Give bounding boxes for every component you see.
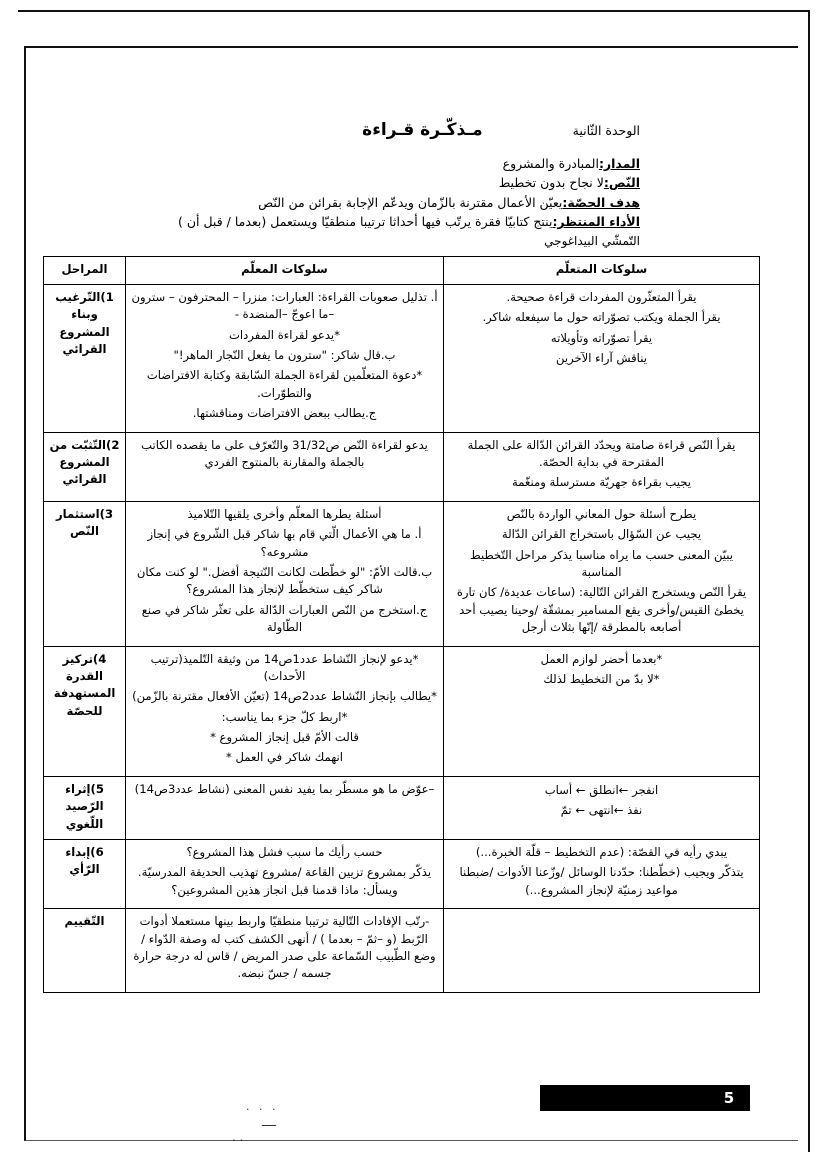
meta-value-madar: المبادرة والمشروع — [502, 156, 599, 171]
table-header-row — [44, 256, 760, 284]
teacher-cell — [126, 840, 444, 909]
table-row — [44, 840, 760, 909]
table-row — [44, 501, 760, 646]
teacher-line: ج.استخرج من النّص العبارات الدّالة على تعثّر شاكر في صنع الطّاولة — [141, 602, 428, 635]
unit-label: الوحدة الثّانية — [572, 123, 640, 138]
learner-line: يبيّن المعنى حسب ما يراه مناسبا يذكر مراحل التّخطيط المناسبة — [469, 547, 734, 579]
learner-line: يتذكّر ويجيب (خطّطنا: حدّدنا الوسائل /وزّعنا الأدوات /ضبطنا مواعيد زمنيّة لإنجاز المشروع...) — [459, 865, 744, 897]
learner-cell — [444, 776, 760, 839]
phase-cell: التّقييم — [44, 909, 126, 993]
teacher-line: يدعو لقراءة النّص ص31/32 والتّعرّف على ما يقصده الكاتب بالجملة والمقارنة بالمنتوج الفردي — [141, 437, 428, 470]
learner-line: يقرأ تصوّراته وتأويلاته — [550, 330, 653, 345]
teacher-cell — [126, 646, 444, 776]
meta-line-nass — [44, 173, 640, 192]
meta-key-madar: المدار: — [598, 156, 640, 171]
learner-line: يقرأ النّص قراءة صامتة ويحدّد القرائن الدّالة على الجملة المقترحة في بداية الحصّة. — [467, 437, 736, 470]
meta-value-performance: ينتج كتابيّا فقرة يرتّب فيها أحداثا ترتيبا منطقيّا ويستعمل (بعدما / قبل أن ) — [177, 214, 553, 230]
teacher-cell — [126, 501, 444, 646]
meta-line-madar — [44, 154, 640, 173]
teacher-line: أ. تذليل صعوبات القراءة: العبارات: منزرا – المحترفون – سترون –ما اعوجّ –المنضدة - — [131, 289, 438, 322]
learner-line: يقرأ المتعثّرون المفردات قراءة صحيحة. — [506, 289, 697, 304]
learner-line: يقرأ الجملة ويكتب تصوّراته حول ما سيفعله شاكر. — [482, 310, 721, 325]
teacher-line: انهمك شاكر في العمل * — [225, 750, 343, 765]
learner-line: *بعدما أحضر لوازم العمل — [540, 651, 663, 666]
table-row — [44, 776, 760, 839]
vocabulary-pairs-second — [449, 801, 754, 821]
learner-line: يجيب بقراءة جهريّة مسترسلة ومنغّمة — [512, 475, 691, 490]
teacher-cell — [126, 776, 444, 839]
teacher-line: –عوّض ما هو مسطّر بما يفيد نفس المعنى (نشاط عدد3ص14) — [134, 781, 435, 796]
meta-value-nass: لا نجاح بدون تخطيط — [498, 175, 604, 191]
learner-cell — [444, 840, 760, 909]
table-row — [44, 432, 760, 501]
learner-cell — [444, 432, 760, 501]
meta-key-performance: الأداء المنتظر: — [552, 214, 640, 230]
learner-line: يطرح أسئلة حول المعاني الواردة بالنّص — [506, 506, 697, 521]
teacher-line: ب.قال شاكر: "سترون ما يفعل النّجار الماهر!" — [173, 348, 396, 363]
teacher-line: -رتّب الإفادات التّالية ترتيبا منطقيّا واربط بينها مستعملا أدوات الرّبط (و –ثمّ – بعدما ) / أنهى الكشف كتب له وصفة الدّواء / وضع الطّبيب السّماعة على صدر المريض / قاس له درجة حرارة جسمه / جسّ نبضه. — [133, 914, 436, 981]
learner-line: يقرأ النّص ويستخرج القرائن التّالية: (ساعات عديدة/ كان تارة يخطئ القيس/وأخرى يقع المسامير بمشقّة /وحينا يصيب أحد أصابعه بالمطرقة /إنّها بثلاث أرجل — [456, 585, 747, 635]
phase-cell: 2)التّثبّت من المشروع القرائي — [44, 432, 126, 501]
lesson-plan-table — [43, 256, 760, 993]
column-header-teacher: سلوكات المعلّم — [126, 256, 444, 284]
teacher-line: *يدعو لإنجاز النّشاط عدد1ص14 من وثيقة التّلميذ(ترتيب الأحداث) — [150, 651, 419, 683]
phase-cell: 1)التّرغيب وبناء المشروع القرائي — [44, 284, 126, 432]
table-row — [44, 909, 760, 993]
learner-cell — [444, 646, 760, 776]
meta-line-performance — [44, 212, 640, 231]
scan-artifact: ‾‾ — [262, 1124, 276, 1140]
teacher-line: ج.يطالب ببعض الافتراضات ومناقشتها. — [192, 406, 377, 421]
pedagogy-label: التّمشّي البيداغوجي — [544, 233, 640, 248]
table-row — [44, 646, 760, 776]
teacher-line: حسب رأيك ما سبب فشل هذا المشروع؟ — [186, 845, 383, 860]
phase-cell: 6)إبداء الرّأي — [44, 840, 126, 909]
meta-key-nass: النّص: — [603, 175, 640, 191]
teacher-cell — [126, 909, 444, 993]
teacher-line: يذكّر بمشروع تزيين القاعة /مشروع تهذيب الحديقة المدرسيّة. ويسأل: ماذا قدمنا قبل انجاز هذين المشروعين؟ — [137, 865, 432, 897]
scan-artifact: . . — [232, 1130, 244, 1144]
teacher-line: قالت الأمّ قبل إنجاز المشروع * — [210, 730, 359, 745]
document-content — [44, 120, 760, 993]
teacher-cell — [126, 284, 444, 432]
learner-line: *لا بدّ من التخطيط لذلك — [543, 671, 660, 686]
column-header-learner: سلوكات المتعلّم — [444, 256, 760, 284]
learner-line: يناقش آراء الآخرين — [556, 351, 647, 366]
teacher-line: *يطالب بإنجاز النّشاط عدد2ص14 (تعيّن الأفعال مقترنة بالزّمن) — [132, 689, 437, 704]
meta-value-objective: يعيّن الأعمال مقترنة بالزّمان ويدعّم الإجابة بقرائن من النّص — [258, 194, 563, 210]
learner-cell — [444, 909, 760, 993]
teacher-line: *يدعو لقراءة المفردات — [229, 327, 340, 342]
phase-cell: 5)إثراء الرّصيد اللّغوي — [44, 776, 126, 839]
learner-line: يجيب عن السّؤال باستخراج القرائن الدّالة — [501, 527, 702, 542]
teacher-line: ب.قالت الأمّ: "لو خطّطت لكانت النّتيجة أفضل." لو كنت مكان شاكر كيف ستخطّط لإنجاز هذا المشروع؟ — [136, 564, 433, 597]
column-header-phase: المراحل — [44, 256, 126, 284]
scan-artifact: . . . — [246, 1100, 279, 1113]
teacher-line: أسئلة يطرها المعلّم وأخرى يلقيها التّلاميذ — [187, 506, 382, 521]
meta-list — [44, 154, 760, 232]
vocabulary-pairs — [449, 781, 754, 801]
learner-line: انفجر ←انطلق ← أساب — [544, 782, 659, 797]
phase-cell: 4)تركيز القدرة المستهدفة للحصّة — [44, 646, 126, 776]
teacher-cell — [126, 432, 444, 501]
teacher-line: *دعوة المتعلّمين لقراءة الجملة السّابقة وكتابة الافتراضات والتطوّرات. — [146, 368, 423, 400]
page-number: 5 — [723, 1089, 735, 1107]
learner-line: نفذ ←انتهى ← تمّ — [560, 802, 643, 817]
teacher-line: *اربط كلّ جزء بما يناسب: — [221, 709, 348, 724]
table-row — [44, 284, 760, 432]
learner-cell — [444, 501, 760, 646]
document-header — [44, 120, 760, 140]
phase-cell: 3)استثمار النّص — [44, 501, 126, 646]
learner-line: يبدي رأيه في القصّة: (عدم التخطيط – قلّة الخبرة...) — [475, 845, 728, 860]
teacher-line: أ. ما هي الأعمال الّتي قام بها شاكر قبل الشّروع في إنجاز مشروعه؟ — [147, 527, 422, 559]
meta-key-objective: هدف الحصّة: — [562, 194, 640, 210]
learner-cell — [444, 284, 760, 432]
meta-line-objective — [44, 193, 640, 212]
page-title: مـذكّـرة قـراءة — [362, 120, 483, 140]
